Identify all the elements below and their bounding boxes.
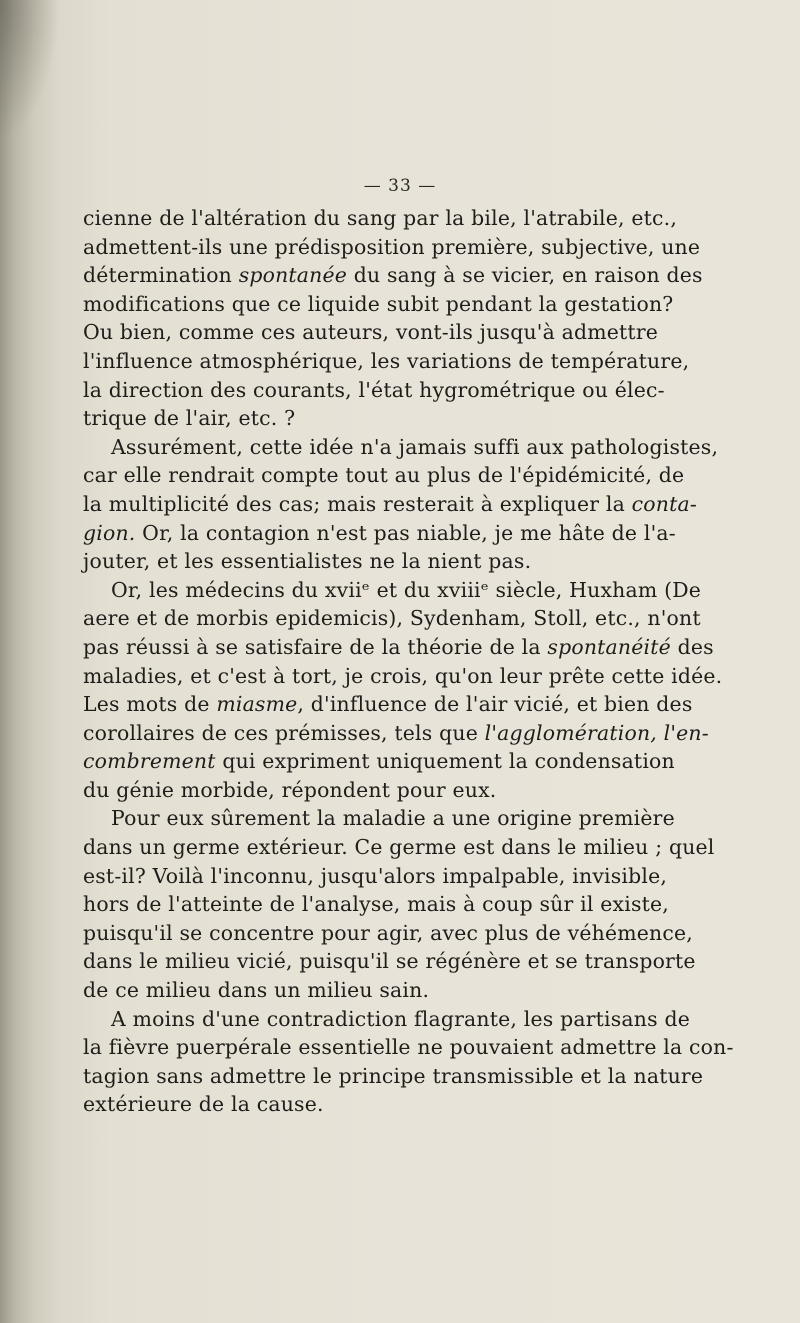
italic-term: spontanéité [547,634,671,659]
text-line [83,719,763,748]
italic-term: conta- [631,491,697,516]
text-segment: du sang à se vicier, en raison des [347,263,703,288]
text-line [83,519,763,548]
text-line: la direction des courants, l'état hygrométrique ou élec- [83,377,665,402]
text-line: l'influence atmosphérique, les variations de température, [83,348,690,373]
binding-shadow [0,0,60,140]
text-line: est-il? Voilà l'inconnu, jusqu'alors impalpable, invisible, [83,863,668,888]
text-line: trique de l'air, etc. ? [83,406,296,431]
italic-term: gion. [83,520,136,545]
text-segment: la multiplicité des cas; mais resterait à expliquer la [83,491,632,516]
text-line: admettent-ils une prédisposition première, subjective, une [83,234,701,259]
text-line: du génie morbide, répondent pour eux. [83,777,497,802]
text-line: Ou bien, comme ces auteurs, vont-ils jusqu'à admettre [83,320,659,345]
text-segment: pas réussi à se satisfaire de la théorie de la [83,634,548,659]
text-line: puisqu'il se concentre pour agir, avec plus de véhémence, [83,920,693,945]
text-segment: qui expriment uniquement la condensation [215,749,675,774]
text-segment: , d'influence de l'air vicié, et bien des [297,692,693,717]
paragraph-start-line: A moins d'une contradiction flagrante, les partisans de [111,1006,690,1031]
italic-term: miasme [216,692,298,717]
text-line: maladies, et c'est à tort, je crois, qu'on leur prête cette idée. [83,663,723,688]
text-segment: Les mots de [83,692,217,717]
text-line: aere et de morbis epidemicis), Sydenham, Stoll, etc., n'ont [83,606,701,631]
text-line [83,261,763,290]
text-segment: Or, la contagion n'est pas niable, je me hâte de l'a- [135,520,676,545]
text-line: cienne de l'altération du sang par la bile, l'atrabile, etc., [83,206,678,230]
text-segment: des [670,634,714,659]
text-line [83,690,763,719]
text-line [83,633,763,662]
text-line: hors de l'atteinte de l'analyse, mais à coup sûr il existe, [83,892,669,917]
page-number: — 33 — [363,176,437,196]
italic-term: combrement [83,749,216,774]
text-line: dans un germe extérieur. Ce germe est dans le milieu ; quel [83,835,715,860]
text-segment: détermination [83,263,239,288]
paragraph-start-line: Pour eux sûrement la maladie a une origine première [111,806,675,831]
text-line [83,747,763,776]
text-line: extérieure de la cause. [83,1092,324,1117]
text-line: jouter, et les essentialistes ne la nient pas. [83,549,532,574]
paragraph-start-line: Assurément, cette idée n'a jamais suffi aux pathologistes, [111,434,719,459]
text-line: car elle rendrait compte tout au plus de l'épidémicité, de [83,463,685,488]
italic-term: spontanée [238,263,348,288]
body-text [83,204,763,1119]
text-line: dans le milieu vicié, puisqu'il se régénère et se transporte [83,949,696,974]
paragraph-start-line: Or, les médecins du xviiᵉ et du xviiiᵉ siècle, Huxham (De [111,577,702,602]
text-line [83,490,763,519]
text-line: modifications que ce liquide subit pendant la gestation? [83,291,674,316]
text-line: tagion sans admettre le principe transmissible et la nature [83,1063,704,1088]
text-line: de ce milieu dans un milieu sain. [83,978,430,1003]
italic-term: l'agglomération, l'en- [484,720,709,745]
text-line: la fièvre puerpérale essentielle ne pouvaient admettre la con- [83,1035,734,1060]
text-segment: corollaires de ces prémisses, tels que [83,720,485,745]
